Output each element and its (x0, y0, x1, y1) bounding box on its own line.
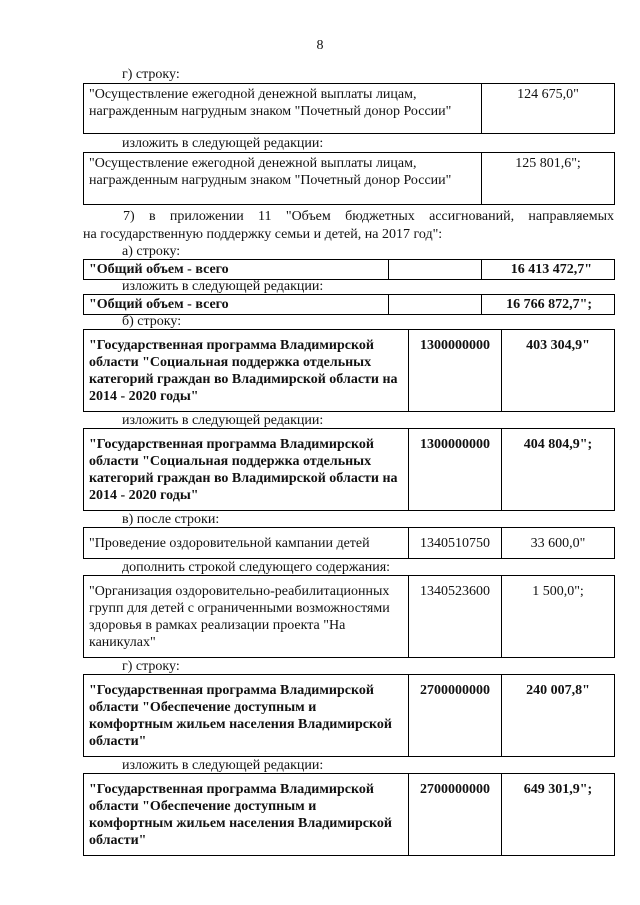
section-g2-label: г) строку: (122, 659, 180, 674)
item-7-paragraph (83, 208, 614, 244)
row-amount: 16 413 472,7" (482, 260, 615, 280)
row-amount: 1 500,0"; (502, 576, 615, 658)
section-a-label: а) строку: (122, 244, 181, 259)
table-row-housing-new (83, 773, 615, 856)
table-row-recreation (83, 527, 615, 559)
row-name: "Общий объем - всего (84, 260, 389, 280)
row-code: 1300000000 (409, 330, 502, 412)
item-7-line-1: 7) в приложении 11 "Объем бюджетных ассигнований, направляемых (123, 209, 614, 224)
row-amount: 404 804,9"; (502, 429, 615, 511)
row-name: "Осуществление ежегодной денежной выплаты лицам, награжденным нагрудным знаком "Почетный донор России" (84, 84, 482, 134)
row-amount: 125 801,6"; (482, 153, 615, 205)
add-instruction: дополнить строкой следующего содержания: (122, 560, 391, 575)
section-g-label: г) строку: (122, 67, 180, 82)
row-name: "Государственная программа Владимирской области "Обеспечение доступным и комфортным жильем населения Владимирской области" (84, 675, 409, 757)
row-name: "Государственная программа Владимирской области "Обеспечение доступным и комфортным жильем населения Владимирской области" (84, 774, 409, 856)
row-name: "Проведение оздоровительной кампании детей (84, 528, 409, 559)
row-amount: 649 301,9"; (502, 774, 615, 856)
row-code (389, 295, 482, 315)
row-name: "Государственная программа Владимирской области "Социальная поддержка отдельных категорий граждан во Владимирской области на 2014 - 2020 годы" (84, 330, 409, 412)
row-code: 2700000000 (409, 675, 502, 757)
row-amount: 240 007,8" (502, 675, 615, 757)
table-row-rehab-groups (83, 575, 615, 658)
row-amount: 16 766 872,7"; (482, 295, 615, 315)
section-b-label: б) строку: (122, 314, 182, 329)
item-7-line-2: на государственную поддержку семьи и детей, на 2017 год": (83, 227, 443, 242)
row-name: "Общий объем - всего (84, 295, 389, 315)
row-amount: 403 304,9" (502, 330, 615, 412)
table-row-social-new (83, 428, 615, 511)
row-amount: 124 675,0" (482, 84, 615, 134)
row-code: 2700000000 (409, 774, 502, 856)
row-amount: 33 600,0" (502, 528, 615, 559)
table-row-donor-old (83, 83, 615, 134)
table-row-social-old (83, 329, 615, 412)
row-code: 1300000000 (409, 429, 502, 511)
replace-instruction: изложить в следующей редакции: (122, 758, 324, 773)
row-name: "Государственная программа Владимирской области "Социальная поддержка отдельных категорий граждан во Владимирской области на 2014 - 2020 годы" (84, 429, 409, 511)
table-row-total-new (83, 294, 615, 315)
table-row-housing-old (83, 674, 615, 757)
row-code: 1340510750 (409, 528, 502, 559)
row-code (389, 260, 482, 280)
replace-instruction: изложить в следующей редакции: (122, 279, 324, 294)
section-v-label: в) после строки: (122, 512, 220, 527)
replace-instruction: изложить в следующей редакции: (122, 413, 324, 428)
row-code: 1340523600 (409, 576, 502, 658)
row-name: "Осуществление ежегодной денежной выплаты лицам, награжденным нагрудным знаком "Почетный донор России" (84, 153, 482, 205)
replace-instruction: изложить в следующей редакции: (122, 136, 324, 151)
table-row-donor-new (83, 152, 615, 205)
row-name: "Организация оздоровительно-реабилитационных групп для детей с ограниченными возможностями здоровья в рамках реализации проекта "На каникулах" (84, 576, 409, 658)
table-row-total-old (83, 259, 615, 280)
page-number: 8 (316, 38, 324, 53)
